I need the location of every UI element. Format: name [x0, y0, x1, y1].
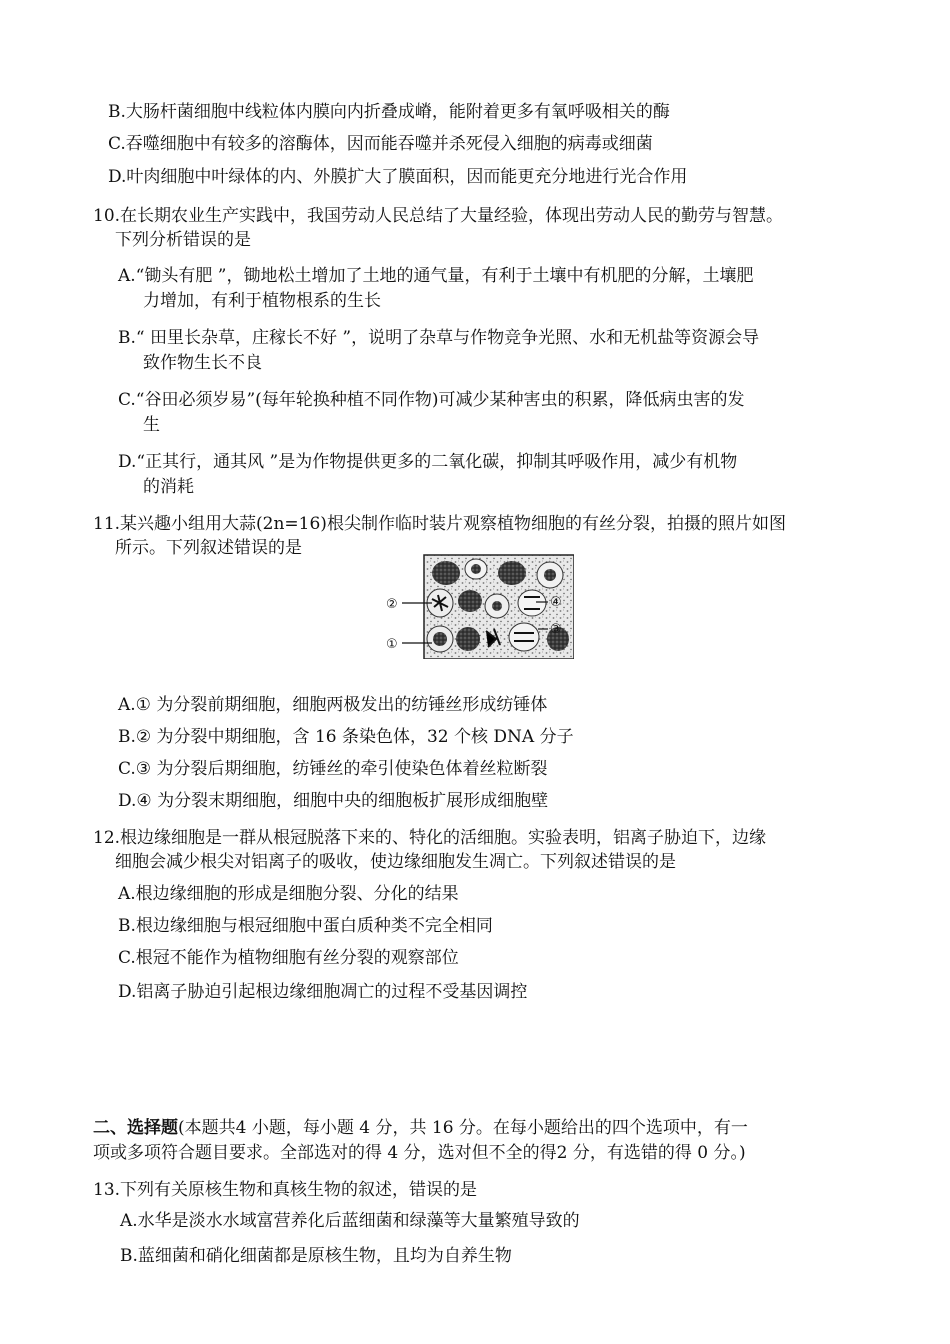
q13-option-b: B.蓝细菌和硝化细菌都是原核生物，且均为自养生物 — [120, 1246, 512, 1266]
section2-intro-line1 — [93, 1117, 748, 1139]
q12-stem-line1: 12.根边缘细胞是一群从根冠脱落下来的、特化的活细胞。实验表明，铝离子胁迫下，边缘 — [93, 828, 767, 848]
q13-stem: 13.下列有关原核生物和真核生物的叙述，错误的是 — [93, 1180, 478, 1200]
q12-option-a: A.根边缘细胞的形成是细胞分裂、分化的结果 — [118, 884, 459, 904]
figure-label-3: ③ — [550, 622, 562, 637]
figure-label-4: ④ — [550, 595, 562, 610]
q11-option-b: B.② 为分裂中期细胞，含 16 条染色体，32 个核 DNA 分子 — [118, 727, 574, 747]
figure-label-1: ① — [386, 637, 398, 652]
q11-option-d: D.④ 为分裂末期细胞，细胞中央的细胞板扩展形成细胞壁 — [118, 791, 549, 811]
q11-option-a: A.① 为分裂前期细胞，细胞两极发出的纺锤丝形成纺锤体 — [118, 695, 548, 715]
q12-option-d: D.铝离子胁迫引起根边缘细胞凋亡的过程不受基因调控 — [118, 982, 528, 1002]
q9-option-d: D.叶肉细胞中叶绿体的内、外膜扩大了膜面积，因而能更充分地进行光合作用 — [108, 167, 688, 187]
q10-stem-line2: 下列分析错误的是 — [115, 230, 251, 250]
q12-option-b: B.根边缘细胞与根冠细胞中蛋白质种类不完全相同 — [118, 916, 493, 936]
root-tip-micrograph — [384, 553, 574, 659]
q13-option-a: A.水华是淡水水域富营养化后蓝细菌和绿藻等大量繁殖导致的 — [120, 1211, 580, 1231]
section2-heading: 二、选择题 — [93, 1118, 178, 1138]
q10-option-c-line1: C.“谷田必须岁易”(每年轮换种植不同作物)可减少某种害虫的积累，降低病虫害的发 — [118, 390, 745, 410]
q10-option-b-line2: 致作物生长不良 — [143, 353, 262, 373]
section2-intro-line2: 项或多项符合题目要求。全部选对的得 4 分，选对但不全的得2 分，有选错的得 0 分。) — [93, 1143, 746, 1163]
q11-option-c: C.③ 为分裂后期细胞，纺锤丝的牵引使染色体着丝粒断裂 — [118, 759, 548, 779]
q9-option-c: C.吞噬细胞中有较多的溶酶体，因而能吞噬并杀死侵入细胞的病毒或细菌 — [108, 134, 653, 154]
q10-option-d-line2: 的消耗 — [143, 477, 194, 497]
section2-intro-text: (本题共4 小题，每小题 4 分，共 16 分。在每小题给出的四个选项中，有一 — [178, 1118, 748, 1138]
q11-stem-line2: 所示。下列叙述错误的是 — [115, 538, 302, 558]
q10-option-c-line2: 生 — [143, 415, 160, 435]
q10-option-b-line1: B.“ 田里长杂草，庄稼长不好 ”，说明了杂草与作物竞争光照、水和无机盐等资源会导 — [118, 328, 760, 348]
q11-stem-line1: 11.某兴趣小组用大蒜(2n=16)根尖制作临时装片观察植物细胞的有丝分裂，拍摄的照片如图 — [93, 514, 786, 534]
q10-option-a-line2: 力增加，有利于植物根系的生长 — [143, 291, 381, 311]
q12-option-c: C.根冠不能作为植物细胞有丝分裂的观察部位 — [118, 948, 459, 968]
q9-option-b: B.大肠杆菌细胞中线粒体内膜向内折叠成嵴，能附着更多有氧呼吸相关的酶 — [108, 102, 670, 122]
q12-stem-line2: 细胞会减少根尖对铝离子的吸收，使边缘细胞发生凋亡。下列叙述错误的是 — [115, 852, 676, 872]
q10-option-d-line1: D.“正其行，通其风 ”是为作物提供更多的二氧化碳，抑制其呼吸作用，减少有机物 — [118, 452, 738, 472]
q10-stem-line1: 10.在长期农业生产实践中，我国劳动人民总结了大量经验，体现出劳动人民的勤劳与智慧。 — [93, 206, 784, 226]
figure-label-2: ② — [386, 597, 398, 612]
q10-option-a-line1: A.“锄头有肥 ”，锄地松土增加了土地的通气量，有利于土壤中有机肥的分解，土壤肥 — [118, 266, 754, 286]
